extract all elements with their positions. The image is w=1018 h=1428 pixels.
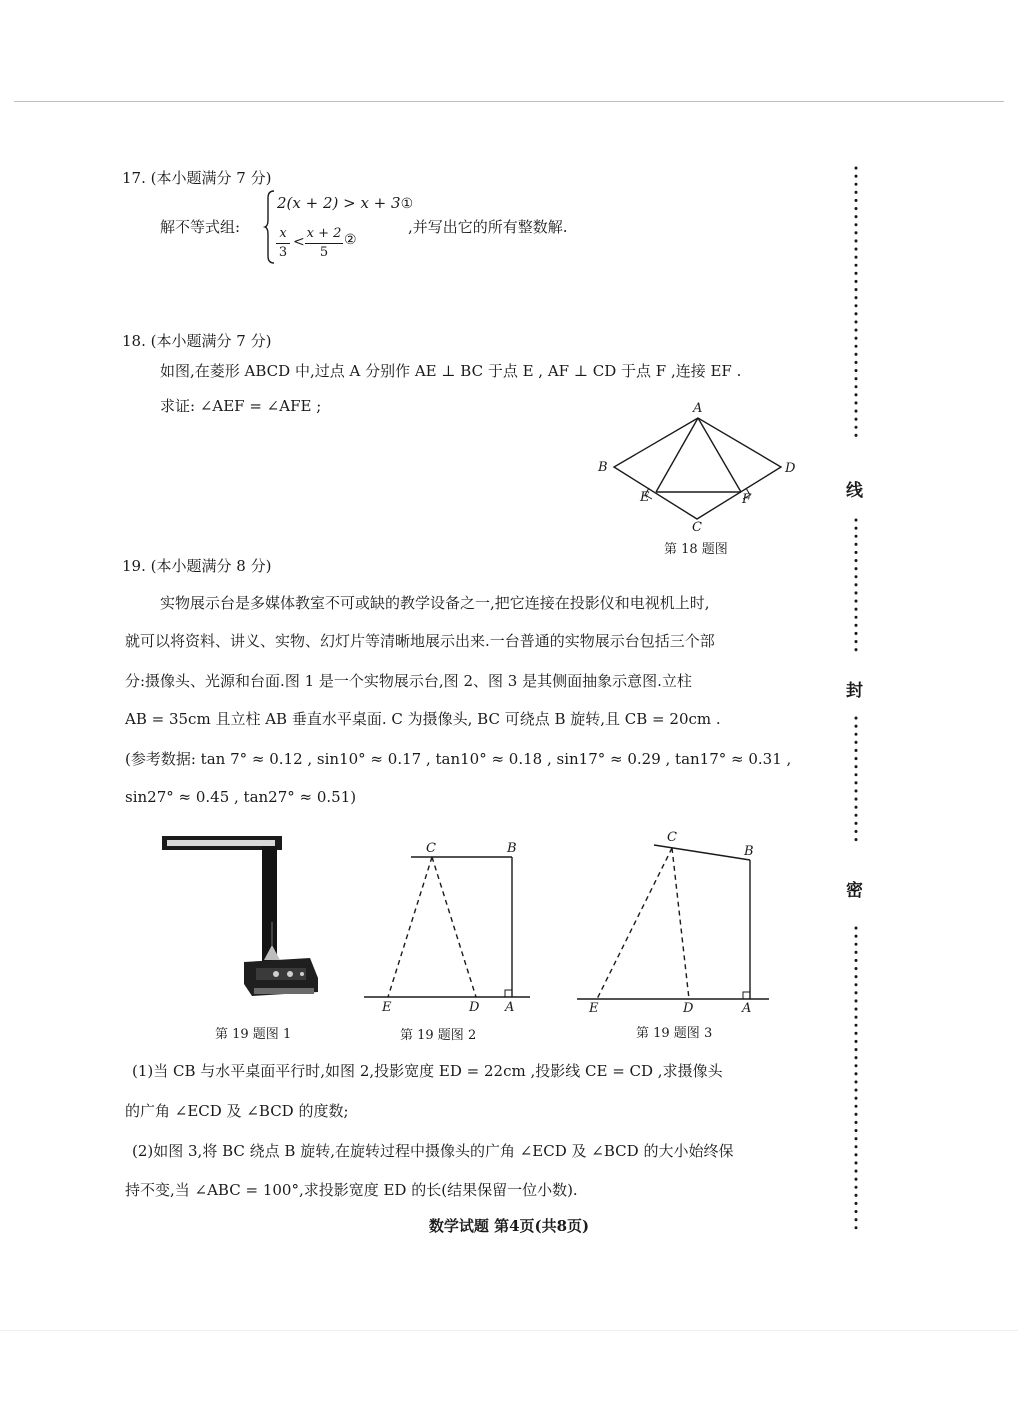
q18-header: (本小题满分 7 分) — [150, 332, 272, 350]
q19-para1: 实物展示台是多媒体教室不可或缺的教学设备之一,把它连接在投影仪和电视机上时, — [160, 594, 710, 612]
q19-para4: AB = 35cm 且立柱 AB 垂直水平桌面. C 为摄像头, BC 可绕点 B 旋转,且 CB = 20cm . — [125, 710, 721, 728]
page-footer: 数学试题 第4页(共8页) — [428, 1217, 590, 1235]
q19-ref1: (参考数据: tan 7° ≈ 0.12 , sin10° ≈ 0.17 , tan10° ≈ 0.18 , sin17° ≈ 0.29 , tan17° ≈ 0.31 , — [125, 750, 792, 768]
q18-figure-caption: 第 18 题图 — [664, 542, 728, 557]
fig3-label-d: D — [683, 1001, 694, 1016]
binding-char-feng: 封 — [846, 681, 863, 701]
inequality-1: 2(x + 2) > x + 3① — [277, 194, 414, 212]
q18-text-line1: 如图,在菱形 ABCD 中,过点 A 分别作 AE ⊥ BC 于点 E , AF ⊥ CD 于点 F ,连接 EF . — [160, 362, 742, 380]
fig2-label-c: C — [426, 841, 436, 856]
q19-fig2-caption: 第 19 题图 2 — [400, 1028, 477, 1043]
binding-char-mi: 密 — [846, 881, 863, 901]
q19-part2-line1: (2)如图 3,将 BC 绕点 B 旋转,在旋转过程中摄像头的广角 ∠ECD 及 ∠BCD 的大小始终保 — [132, 1142, 734, 1160]
q18-text-line2: 求证: ∠AEF = ∠AFE ; — [160, 397, 322, 415]
rhombus-label-f: F — [742, 492, 752, 507]
q19-part1-line2: 的广角 ∠ECD 及 ∠BCD 的度数; — [125, 1102, 349, 1120]
q19-para2: 就可以将资料、讲义、实物、幻灯片等清晰地展示出来.一台普通的实物展示台包括三个部 — [125, 632, 715, 650]
fig3-label-e: E — [589, 1001, 599, 1016]
binding-char-xian: 线 — [846, 481, 863, 501]
q17-header: (本小题满分 7 分) — [150, 169, 272, 187]
fig2-label-e: E — [382, 1000, 392, 1015]
rhombus-label-a: A — [693, 401, 703, 416]
q19-number: 19. — [122, 557, 146, 575]
inequality-2-rhs: x + 2 5 — [306, 226, 342, 260]
rhombus-label-e: E — [640, 490, 650, 505]
q19-part1-line1: (1)当 CB 与水平桌面平行时,如图 2,投影宽度 ED = 22cm ,投影线 CE = CD ,求摄像头 — [132, 1062, 723, 1080]
fig2-label-d: D — [469, 1000, 480, 1015]
q17-prompt: 解不等式组: — [160, 218, 241, 236]
q19-ref2: sin27° ≈ 0.45 , tan27° ≈ 0.51) — [125, 788, 357, 806]
inequality-2-lhs: x 3 — [276, 226, 290, 261]
fig2-label-b: B — [507, 841, 517, 856]
fig3-label-b: B — [744, 844, 754, 859]
rhombus-label-b: B — [598, 460, 608, 475]
inequality-2-op: < — [293, 234, 305, 250]
inequality-2-mark: ② — [344, 232, 357, 248]
q19-header: (本小题满分 8 分) — [150, 557, 272, 575]
q17-suffix: ,并写出它的所有整数解. — [408, 218, 568, 236]
bottom-rule — [0, 1330, 1018, 1331]
q18-number: 18. — [122, 332, 146, 350]
rhombus-label-d: D — [785, 461, 796, 476]
q19-fig3-caption: 第 19 题图 3 — [636, 1026, 713, 1041]
q19-fig1-caption: 第 19 题图 1 — [215, 1027, 292, 1042]
fig3-label-a: A — [742, 1001, 752, 1016]
fig3-label-c: C — [667, 830, 677, 845]
q17-number: 17. — [122, 169, 146, 187]
q19-part2-line2: 持不变,当 ∠ABC = 100°,求投影宽度 ED 的长(结果保留一位小数). — [125, 1181, 578, 1199]
fig2-label-a: A — [505, 1000, 515, 1015]
rhombus-label-c: C — [692, 520, 702, 535]
q19-para3: 分:摄像头、光源和台面.图 1 是一个实物展示台,图 2、图 3 是其侧面抽象示意图.立柱 — [125, 672, 692, 690]
